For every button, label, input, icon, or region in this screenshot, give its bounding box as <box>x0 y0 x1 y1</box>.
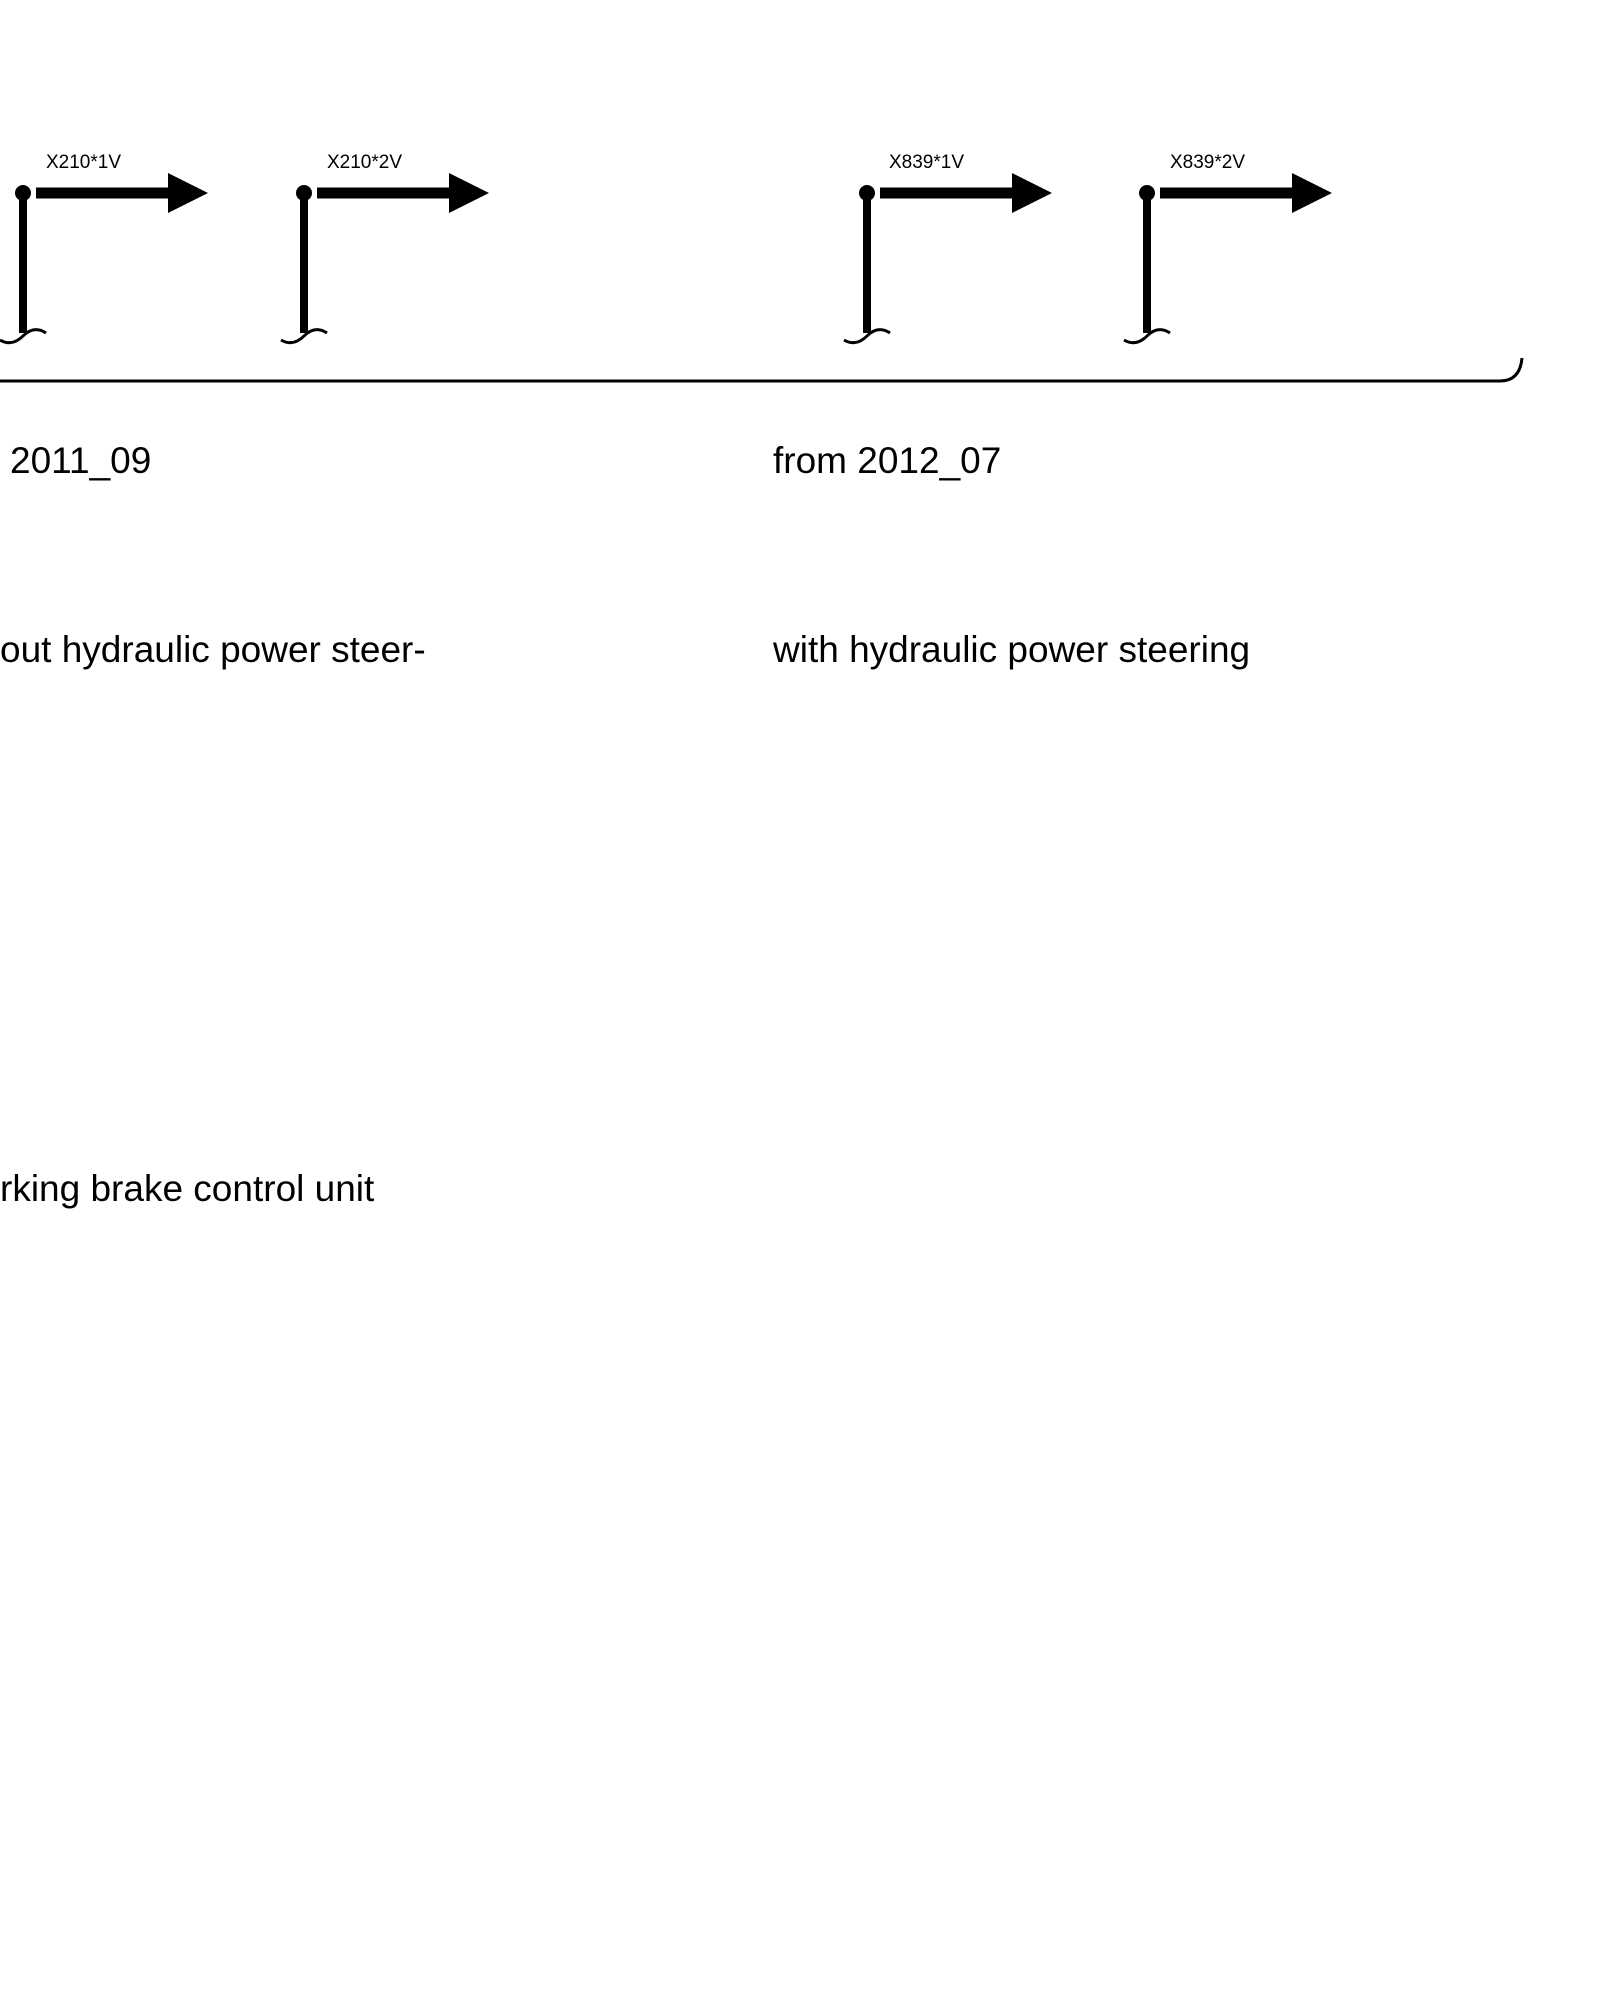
grouping-bracket <box>0 358 1522 381</box>
arrow-head <box>1292 173 1332 213</box>
junction-dot <box>296 185 312 201</box>
junction-dot <box>15 185 31 201</box>
connector-x839-1v <box>844 152 1052 343</box>
right-steering-note: with hydraulic power steering <box>773 629 1251 670</box>
connector-x210-2v <box>281 152 489 343</box>
connector-label: X839*1V <box>889 152 965 173</box>
connector-label: X210*2V <box>327 152 403 173</box>
left-date-note: 2011_09 <box>10 440 152 481</box>
arrow-head <box>449 173 489 213</box>
connector-x839-2v <box>1124 152 1332 343</box>
left-steering-note: out hydraulic power steer- <box>0 629 426 670</box>
junction-dot <box>859 185 875 201</box>
right-date-note: from 2012_07 <box>773 440 1002 481</box>
parking-brake-note: rking brake control unit <box>0 1168 375 1209</box>
junction-dot <box>1139 185 1155 201</box>
arrow-head <box>1012 173 1052 213</box>
arrow-head <box>168 173 208 213</box>
connector-x210-1v <box>0 152 208 343</box>
connector-label: X839*2V <box>1170 152 1246 173</box>
connector-label: X210*1V <box>46 152 122 173</box>
